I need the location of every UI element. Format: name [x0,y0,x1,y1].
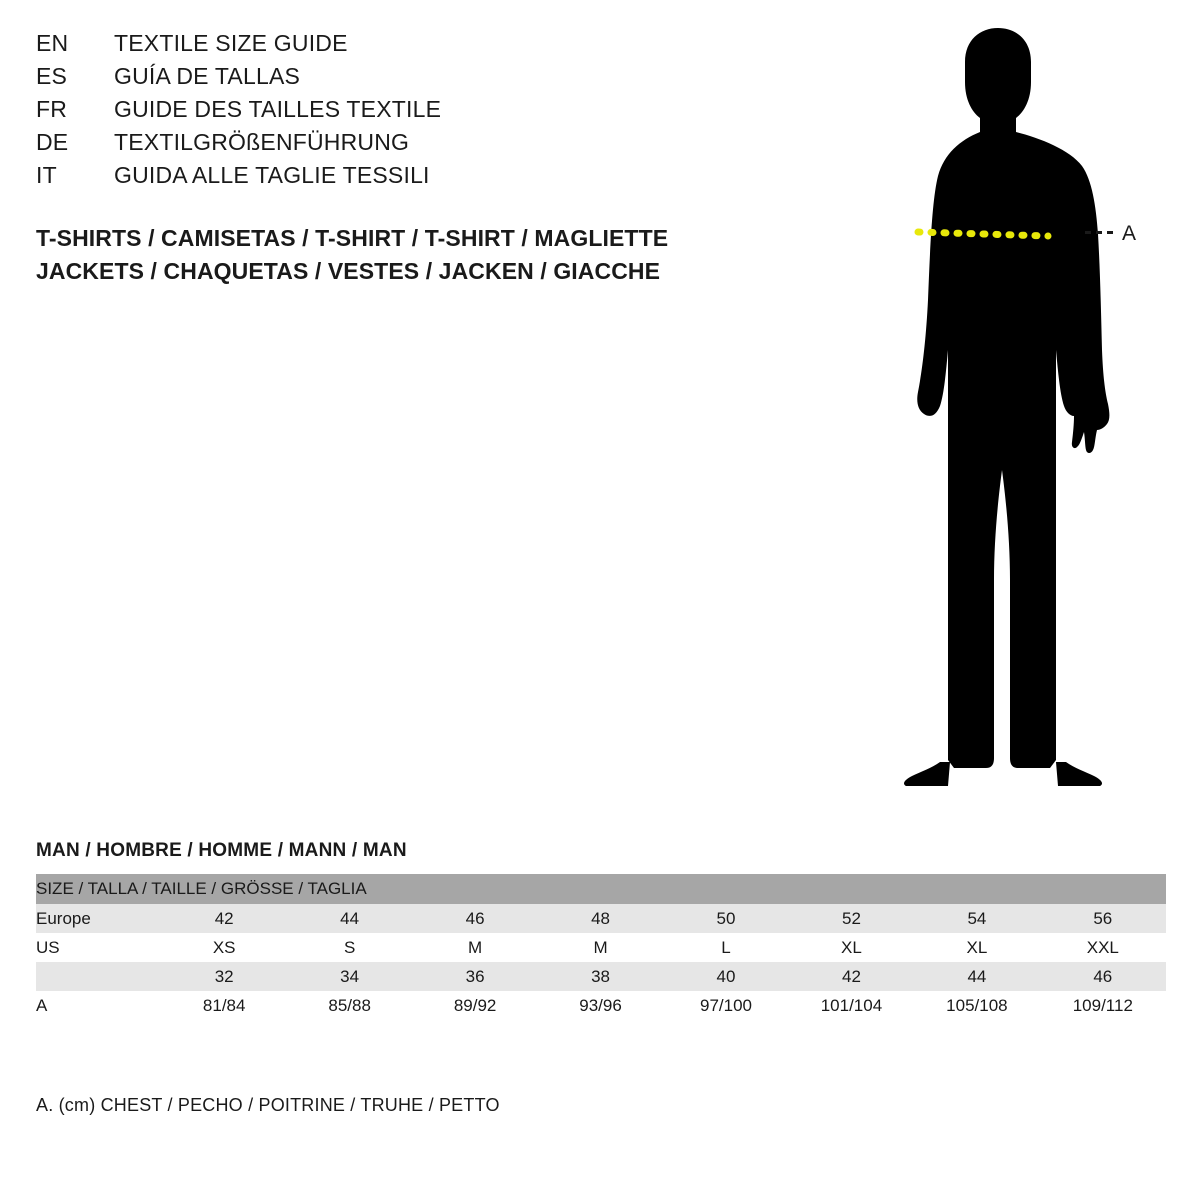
cell-value: 32 [161,962,286,991]
table-row [36,962,1166,991]
language-title: GUIDE DES TAILLES TEXTILE [114,96,442,122]
cell-value: XXL [1040,933,1166,962]
table-row [36,904,1166,933]
cell-value: 101/104 [789,991,914,1020]
cell-value: 97/100 [663,991,788,1020]
language-title: GUÍA DE TALLAS [114,63,301,89]
language-code: DE [36,129,69,155]
language-code: ES [36,63,68,89]
cell-value: S [287,933,412,962]
cell-value: 40 [663,962,788,991]
table-row [36,933,1166,962]
cell-value: 42 [789,962,914,991]
cell-value: 50 [663,904,788,933]
cell-value: 38 [538,962,663,991]
language-row [36,30,736,63]
cell-value: 109/112 [1040,991,1166,1020]
cell-value: 93/96 [538,991,663,1020]
language-code: EN [36,30,69,56]
gender-title: MAN / HOMBRE / HOMME / MANN / MAN [36,840,407,861]
language-header-block [36,30,736,195]
row-label [36,962,161,991]
cell-value: 42 [161,904,286,933]
cell-value: XS [161,933,286,962]
language-code: FR [36,96,68,122]
cell-value: 46 [1040,962,1166,991]
language-row [36,63,736,96]
measure-leader-dashes [1085,231,1115,234]
language-row [36,162,736,195]
language-row [36,96,736,129]
cell-value: M [412,933,537,962]
measure-label-a: A [1122,222,1137,245]
cell-value: 105/108 [914,991,1039,1020]
cell-value: XL [789,933,914,962]
cell-value: 48 [538,904,663,933]
cell-value: L [663,933,788,962]
category-line-jackets: JACKETS / CHAQUETAS / VESTES / JACKEN / GIACCHE [36,258,661,284]
row-label: Europe [36,904,161,933]
cell-value: 46 [412,904,537,933]
size-table [36,874,1166,1020]
cell-value: 44 [287,904,412,933]
language-code: IT [36,162,57,188]
cell-value: 34 [287,962,412,991]
language-title: TEXTILE SIZE GUIDE [114,30,348,56]
language-title: GUIDA ALLE TAGLIE TESSILI [114,162,430,188]
row-label: A [36,991,161,1020]
cell-value: 81/84 [161,991,286,1020]
category-block [36,222,796,288]
body-silhouette-figure [820,20,1180,790]
footnote-chest: A. (cm) CHEST / PECHO / POITRINE / TRUHE / PETTO [36,1095,500,1115]
cell-value: XL [914,933,1039,962]
language-title: TEXTILGRÖßENFÜHRUNG [114,129,410,155]
silhouette-svg [820,20,1180,790]
category-line-tshirts: T-SHIRTS / CAMISETAS / T-SHIRT / T-SHIRT / MAGLIETTE [36,225,669,251]
cell-value: 36 [412,962,537,991]
size-table-section [36,840,1166,1020]
cell-value: 54 [914,904,1039,933]
table-header-row [36,874,1166,904]
cell-value: 52 [789,904,914,933]
row-label: US [36,933,161,962]
cell-value: 56 [1040,904,1166,933]
cell-value: 89/92 [412,991,537,1020]
language-row [36,129,736,162]
cell-value: M [538,933,663,962]
cell-value: 85/88 [287,991,412,1020]
table-header-label: SIZE / TALLA / TAILLE / GRÖSSE / TAGLIA [36,874,1166,904]
table-row [36,991,1166,1020]
cell-value: 44 [914,962,1039,991]
